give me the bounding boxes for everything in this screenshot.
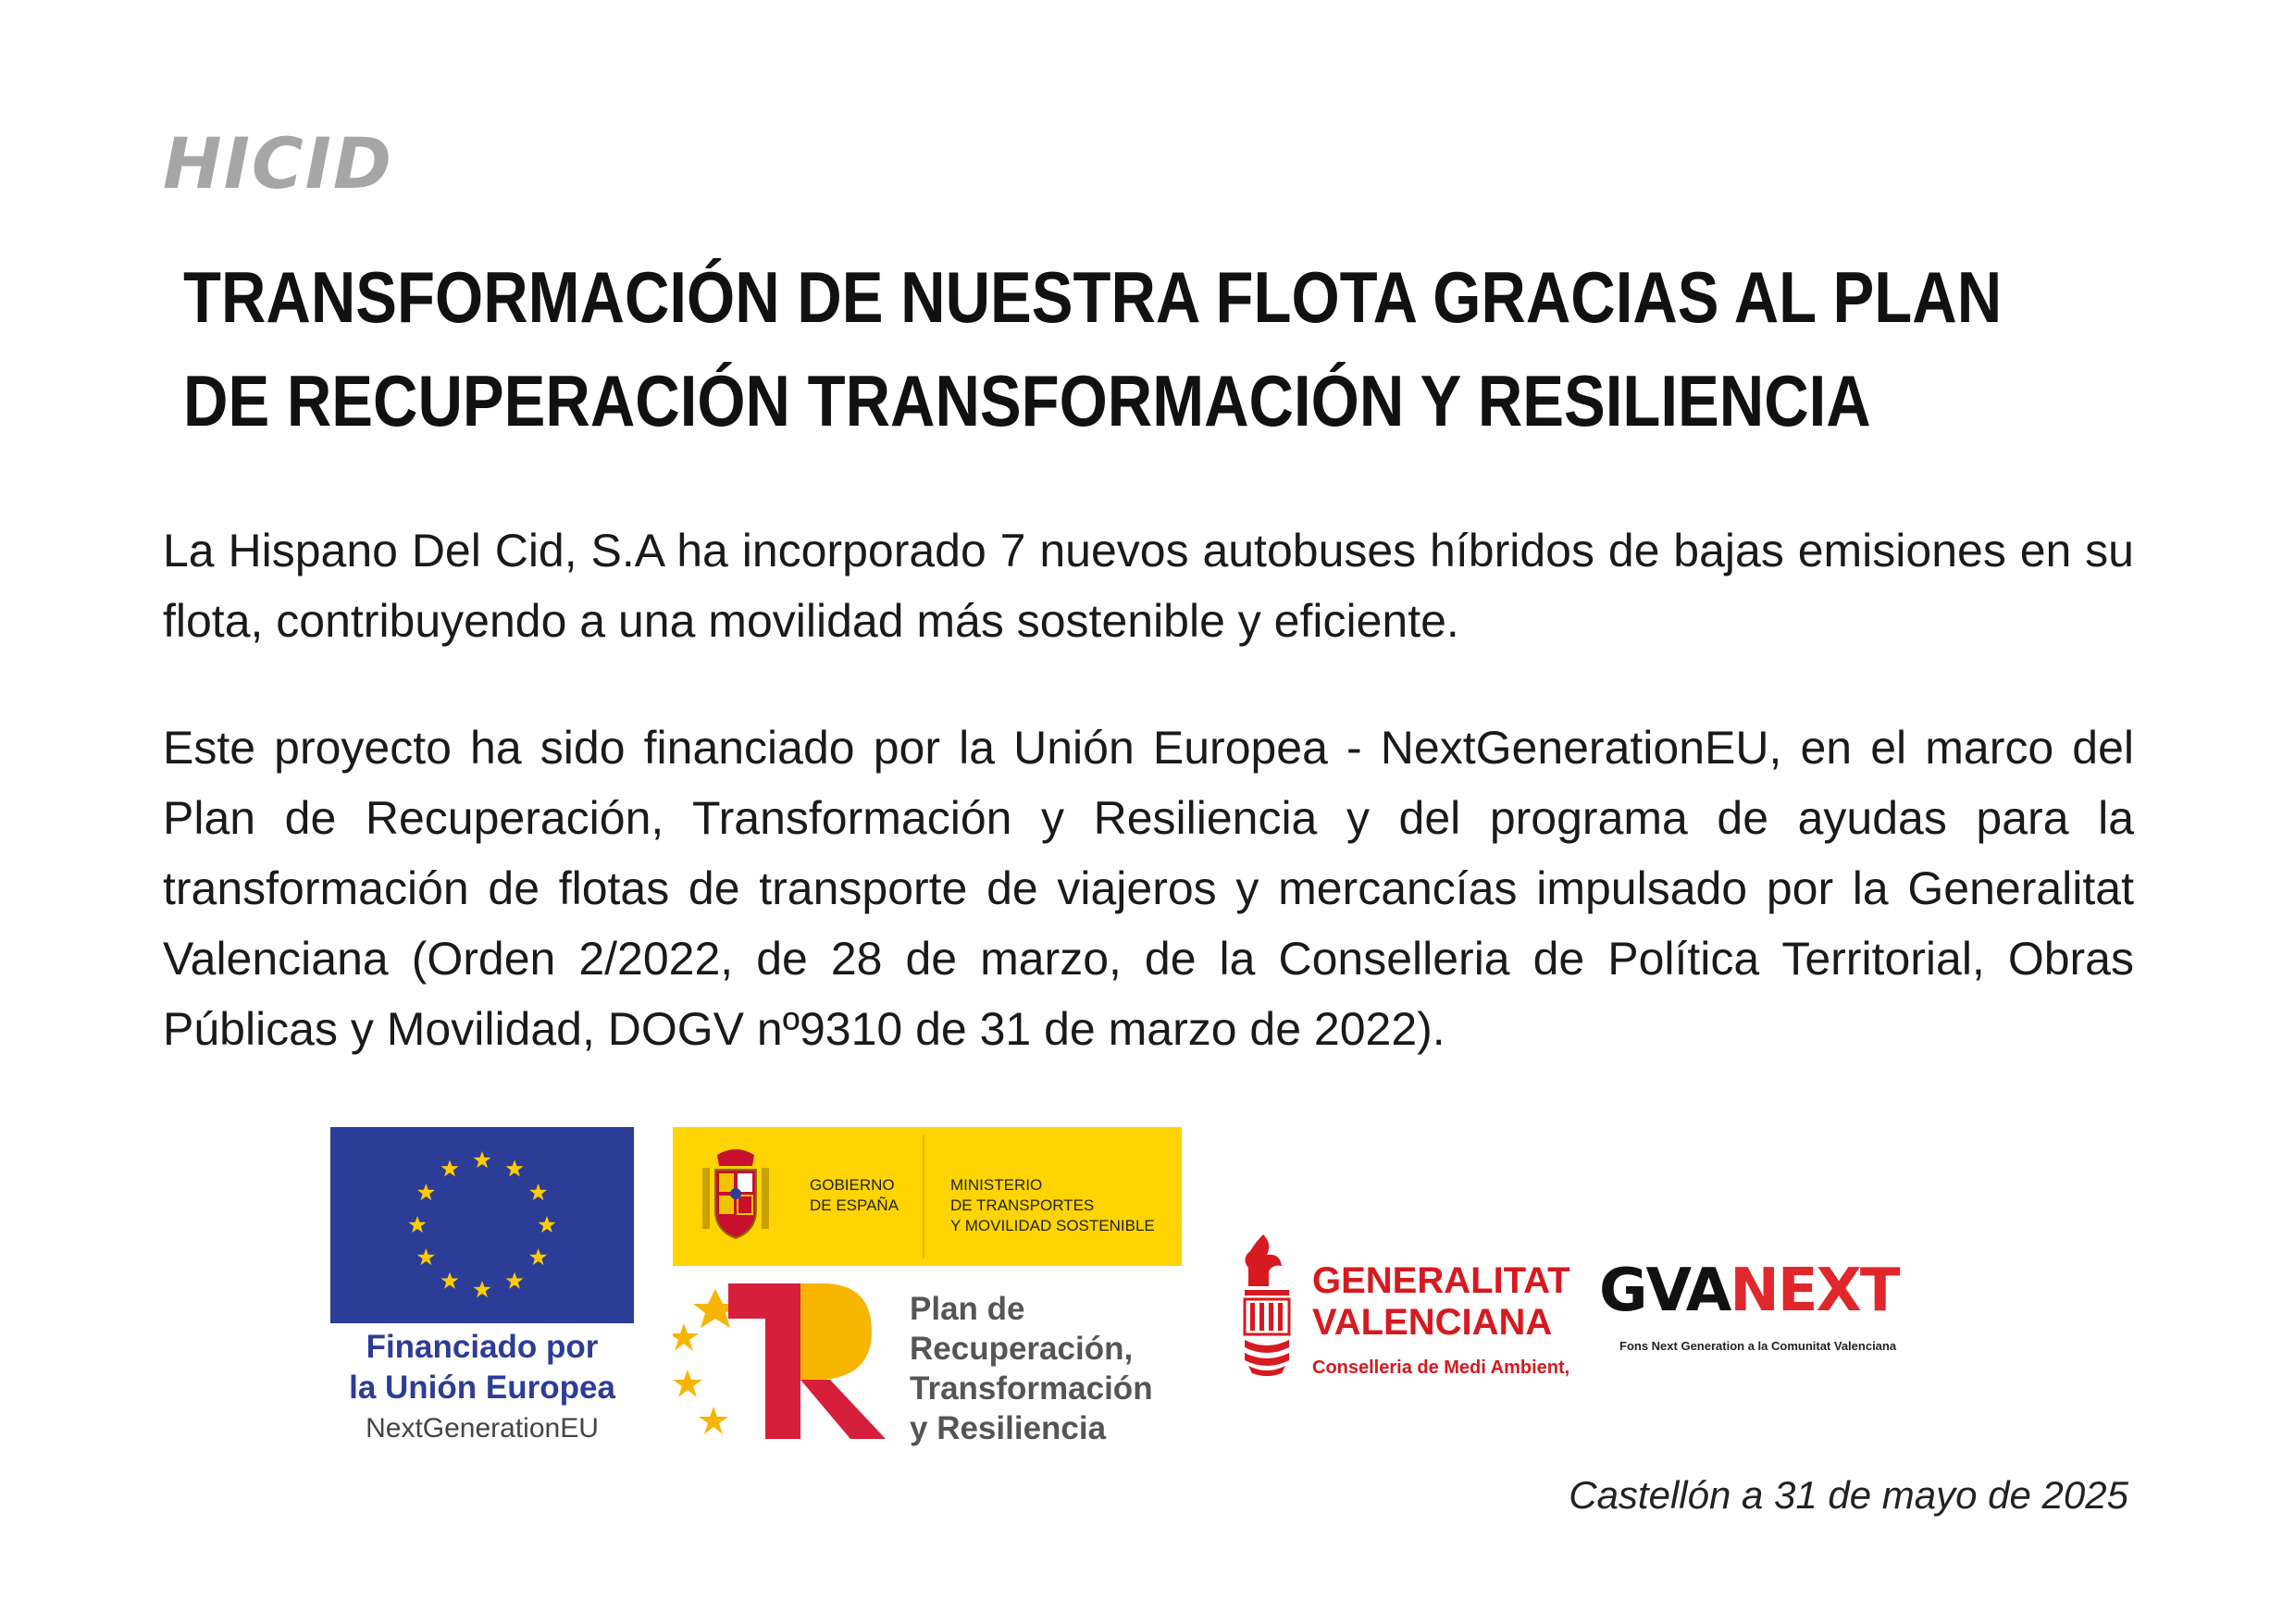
ministerio-text bbox=[950, 1175, 1155, 1236]
title-line-1: TRANSFORMACIÓN DE NUESTRA FLOTA GRACIAS AL PLAN bbox=[183, 256, 2003, 338]
gvanext-gva: GVA bbox=[1599, 1257, 1731, 1325]
plan-line-3: Transformación bbox=[910, 1370, 1153, 1407]
ministerio-line-3: Y MOVILIDAD SOSTENIBLE bbox=[950, 1217, 1155, 1234]
eu-star-icon bbox=[474, 1151, 491, 1168]
eu-star-icon bbox=[441, 1159, 459, 1176]
ministerio-line-1: MINISTERIO bbox=[950, 1176, 1043, 1194]
eu-star-icon bbox=[441, 1272, 459, 1289]
eu-flag-icon bbox=[330, 1127, 634, 1323]
gobierno-espana-logo bbox=[673, 1127, 1182, 1266]
eu-line-1: Financiado por bbox=[366, 1329, 599, 1365]
generalitat-line-1: GENERALITAT bbox=[1312, 1260, 1570, 1301]
eu-star-icon bbox=[417, 1184, 435, 1200]
eu-star-icon bbox=[506, 1159, 524, 1176]
document-date: Castellón a 31 de mayo de 2025 bbox=[1569, 1473, 2128, 1517]
eu-line-3: NextGenerationEU bbox=[366, 1413, 599, 1444]
plan-line-1: Plan de bbox=[910, 1291, 1025, 1327]
eu-star-icon bbox=[409, 1216, 427, 1233]
eu-funding-label bbox=[312, 1327, 652, 1449]
paragraph-funding: Este proyecto ha sido financiado por la Unión Europea - NextGenerationEU, en el marco del Plan de Recuperación, Transformación y Resiliencia y del programa de ayudas para la transformación de flotas de transporte de viajeros y mercancías impulsado por la Generalitat Valenciana (Orden 2/2022, de 28 de marzo, de la Conselleria de Política Territorial, Obras Públicas y Movilidad, DOGV nº9310 de 31 de marzo de 2022). bbox=[163, 722, 2134, 1055]
generalitat-line-2: VALENCIANA bbox=[1312, 1302, 1553, 1343]
plan-line-2: Recuperación, bbox=[910, 1331, 1134, 1367]
title-line-2: DE RECUPERACIÓN TRANSFORMACIÓN Y RESILIENCIA bbox=[183, 360, 1871, 441]
eu-star-icon bbox=[539, 1216, 556, 1233]
page-title bbox=[183, 245, 2003, 452]
eu-star-icon bbox=[529, 1184, 547, 1200]
eu-line-2: la Unión Europea bbox=[349, 1370, 615, 1406]
paragraph-intro: La Hispano Del Cid, S.A ha incorporado 7 nuevos autobuses híbridos de bajas emisiones en su flota, contribuyendo a una movilidad más sostenible y eficiente. bbox=[163, 525, 2134, 647]
ministerio-line-2: DE TRANSPORTES bbox=[950, 1196, 1095, 1214]
gobierno-line-1: GOBIERNO bbox=[810, 1176, 895, 1194]
eu-star-icon bbox=[529, 1248, 547, 1265]
gobierno-text bbox=[810, 1175, 899, 1216]
gvanext-tagline: Fons Next Generation a la Comunitat Valenciana bbox=[1619, 1339, 1897, 1353]
coat-of-arms-icon bbox=[699, 1146, 773, 1247]
gobierno-line-2: DE ESPAÑA bbox=[810, 1196, 899, 1214]
gvanext-next: NEXT bbox=[1730, 1257, 1899, 1325]
eu-stars-icon bbox=[330, 1127, 634, 1323]
gvanext-logo bbox=[1599, 1258, 1899, 1323]
generalitat-conselleria: Conselleria de Medi Ambient, bbox=[1312, 1357, 1570, 1378]
eu-star-icon bbox=[474, 1281, 491, 1297]
plan-recuperacion-text bbox=[910, 1289, 1206, 1448]
eu-star-icon bbox=[417, 1248, 435, 1265]
brand-logo: HICID bbox=[163, 122, 394, 205]
gobierno-divider bbox=[923, 1134, 924, 1258]
generalitat-name bbox=[1312, 1260, 1570, 1344]
plan-recuperacion-tr-icon bbox=[673, 1272, 904, 1448]
eu-star-icon bbox=[506, 1272, 524, 1289]
generalitat-crest-icon bbox=[1235, 1231, 1300, 1379]
plan-line-4: y Resiliencia bbox=[910, 1410, 1107, 1446]
